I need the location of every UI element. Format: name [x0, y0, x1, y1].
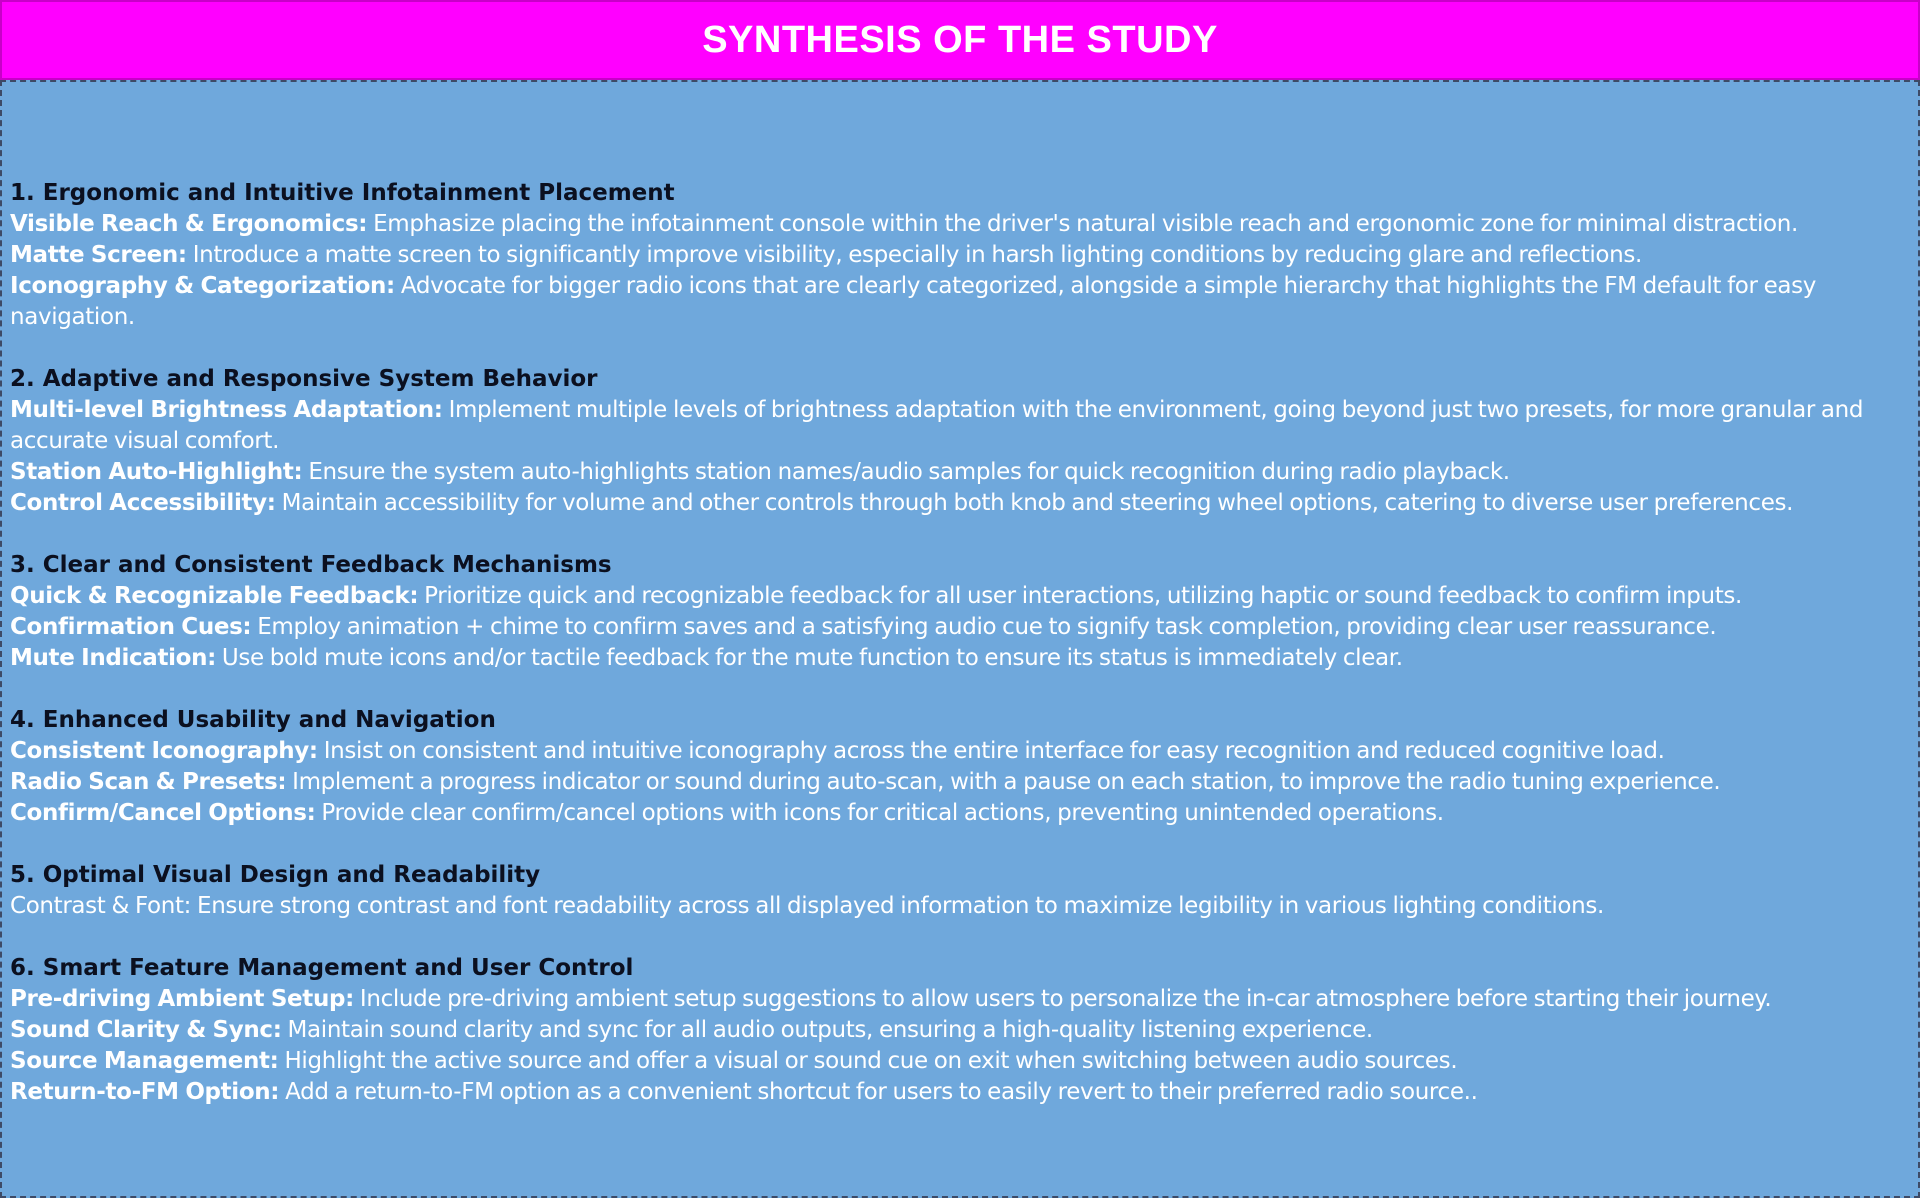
- page-title: SYNTHESIS OF THE STUDY: [702, 18, 1218, 61]
- list-item: [10, 581, 1918, 612]
- item-text: Add a return-to-FM option as a convenient shortcut for users to easily revert to their preferred radio source..: [279, 1079, 1478, 1105]
- item-label: Pre-driving Ambient Setup:: [10, 986, 354, 1012]
- section-heading: 2. Adaptive and Responsive System Behavior: [10, 366, 598, 392]
- list-item: [10, 798, 1918, 829]
- item-text: Use bold mute icons and/or tactile feedback for the mute function to ensure its status is immediately clear.: [215, 645, 1403, 671]
- item-label: Multi-level Brightness Adaptation:: [10, 397, 443, 423]
- list-item: [10, 457, 1918, 488]
- item-label: Station Auto-Highlight:: [10, 459, 303, 485]
- item-label: Radio Scan & Presets:: [10, 769, 287, 795]
- item-text: Provide clear confirm/cancel options with icons for critical actions, preventing unintended operations.: [315, 800, 1444, 826]
- list-item: [10, 240, 1918, 271]
- list-item: [10, 271, 1918, 333]
- section-2: [10, 364, 1918, 519]
- item-text: Implement a progress indicator or sound during auto-scan, with a pause on each station, to improve the radio tuning experience.: [286, 769, 1721, 795]
- section-heading: 1. Ergonomic and Intuitive Infotainment Placement: [10, 180, 675, 206]
- item-text: Implement multiple levels of brightness adaptation with the environment, going beyond just two presets, for more granular and accurate visual comfort.: [10, 397, 1864, 454]
- section-heading: 4. Enhanced Usability and Navigation: [10, 707, 496, 733]
- item-label: Quick & Recognizable Feedback:: [10, 583, 419, 609]
- title-bar: [0, 0, 1920, 80]
- list-item: [10, 1077, 1918, 1108]
- section-heading: 5. Optimal Visual Design and Readability: [10, 862, 541, 888]
- section-3: [10, 550, 1918, 674]
- item-label: Source Management:: [10, 1048, 279, 1074]
- item-text: Maintain accessibility for volume and other controls through both knob and steering wheel options, catering to diverse user preferences.: [275, 490, 1794, 516]
- item-label: Sound Clarity & Sync:: [10, 1017, 282, 1043]
- item-label: Mute Indication:: [10, 645, 216, 671]
- item-text: Introduce a matte screen to significantly improve visibility, especially in harsh lighting conditions by reducing glare and reflections.: [186, 242, 1642, 268]
- item-text: Ensure the system auto-highlights station names/audio samples for quick recognition during radio playback.: [302, 459, 1510, 485]
- list-item: [10, 736, 1918, 767]
- list-item: [10, 488, 1918, 519]
- item-text: Emphasize placing the infotainment console within the driver's natural visible reach and ergonomic zone for minimal distraction.: [367, 211, 1798, 237]
- item-text: Highlight the active source and offer a visual or sound cue on exit when switching between audio sources.: [278, 1048, 1458, 1074]
- item-text: Prioritize quick and recognizable feedback for all user interactions, utilizing haptic or sound feedback to confirm inputs.: [418, 583, 1742, 609]
- list-item: [10, 891, 1918, 922]
- list-item: [10, 612, 1918, 643]
- list-item: [10, 643, 1918, 674]
- item-text: Advocate for bigger radio icons that are clearly categorized, alongside a simple hierarchy that highlights the FM default for easy navigation.: [10, 273, 1817, 330]
- list-item: [10, 1015, 1918, 1046]
- item-text: Maintain sound clarity and sync for all audio outputs, ensuring a high-quality listening experience.: [281, 1017, 1373, 1043]
- list-item: [10, 209, 1918, 240]
- section-1: [10, 178, 1918, 333]
- section-5: [10, 860, 1918, 922]
- item-label: Visible Reach & Ergonomics:: [10, 211, 368, 237]
- item-text: Include pre-driving ambient setup suggestions to allow users to personalize the in-car atmosphere before starting their journey.: [353, 986, 1772, 1012]
- list-item: [10, 395, 1918, 457]
- item-label: Consistent Iconography:: [10, 738, 318, 764]
- item-text: Employ animation + chime to confirm saves and a satisfying audio cue to signify task completion, providing clear user reassurance.: [251, 614, 1717, 640]
- section-heading: 3. Clear and Consistent Feedback Mechanisms: [10, 552, 612, 578]
- section-4: [10, 705, 1918, 829]
- item-text: Insist on consistent and intuitive iconography across the entire interface for easy recognition and reduced cognitive load.: [317, 738, 1665, 764]
- item-label: Confirmation Cues:: [10, 614, 252, 640]
- item-label: Return-to-FM Option:: [10, 1079, 280, 1105]
- item-label: Iconography & Categorization:: [10, 273, 395, 299]
- section-heading: 6. Smart Feature Management and User Control: [10, 955, 634, 981]
- content-panel: [0, 80, 1920, 1198]
- list-item: [10, 984, 1918, 1015]
- item-label: Matte Screen:: [10, 242, 187, 268]
- section-6: [10, 953, 1918, 1108]
- list-item: [10, 767, 1918, 798]
- list-item: [10, 1046, 1918, 1077]
- item-label: Confirm/Cancel Options:: [10, 800, 316, 826]
- item-text: Contrast & Font: Ensure strong contrast and font readability across all displayed information to maximize legibility in various lighting conditions.: [10, 893, 1604, 919]
- item-label: Control Accessibility:: [10, 490, 276, 516]
